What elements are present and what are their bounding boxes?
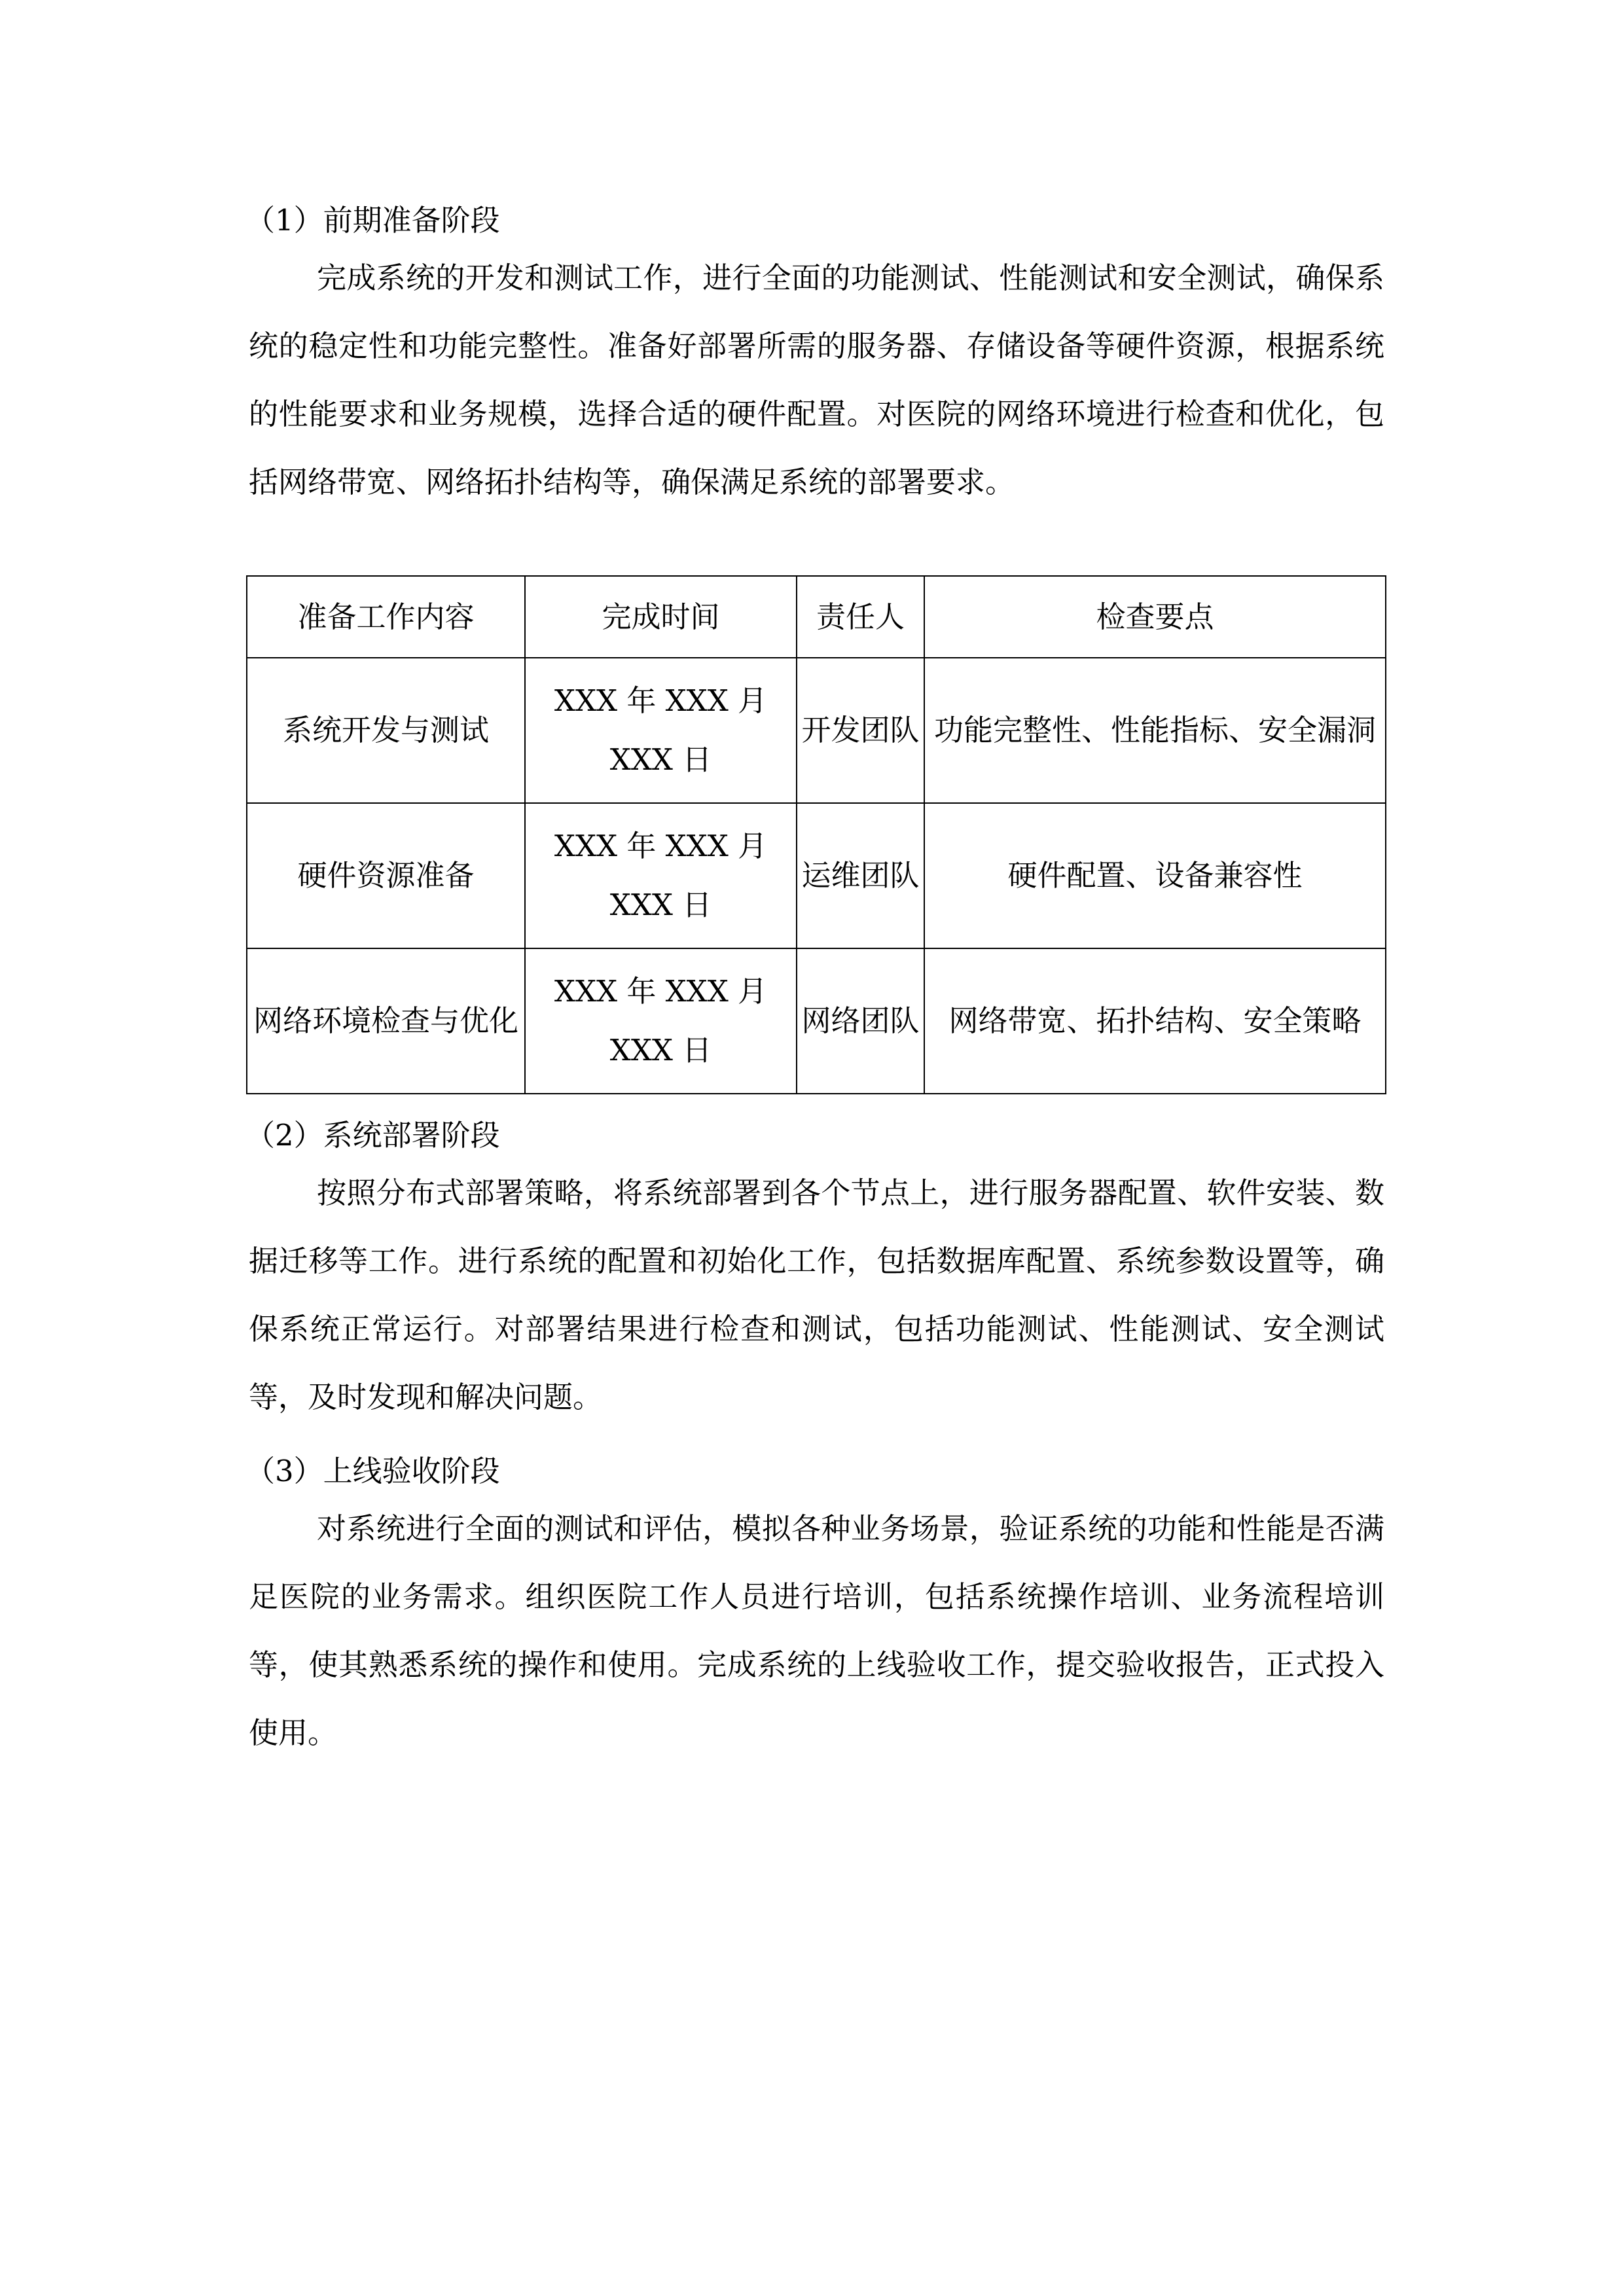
- table-cell-checkpoints: 硬件配置、设备兼容性: [924, 803, 1386, 948]
- table-cell-date: XXX 年 XXX 月 XXX 日: [525, 803, 797, 948]
- table-cell-owner: 运维团队: [797, 803, 924, 948]
- table-header-cell: 检查要点: [924, 576, 1386, 658]
- section-1-paragraph: 完成系统的开发和测试工作，进行全面的功能测试、性能测试和安全测试，确保系统的稳定性和功能完整性。准备好部署所需的服务器、存储设备等硬件资源，根据系统的性能要求和业务规模，选择合适的硬件配置。对医院的网络环境进行检查和优化，包括网络带宽、网络拓扑结构等，确保满足系统的部署要求。: [249, 260, 1384, 499]
- table-cell-task: 硬件资源准备: [247, 803, 525, 948]
- table-cell-checkpoints: 网络带宽、拓扑结构、安全策略: [924, 948, 1386, 1094]
- table-header-cell: 准备工作内容: [247, 576, 525, 658]
- table-header-cell: 完成时间: [525, 576, 797, 658]
- table-row: [247, 658, 1386, 803]
- table-cell-task: 网络环境检查与优化: [247, 948, 525, 1094]
- section-3-heading: （3）上线验收阶段: [245, 1454, 500, 1488]
- table-row: [247, 948, 1386, 1094]
- table-cell-owner: 网络团队: [797, 948, 924, 1094]
- preparation-table: [246, 575, 1386, 1094]
- table-cell-task: 系统开发与测试: [247, 658, 525, 803]
- table-cell-date: XXX 年 XXX 月 XXX 日: [525, 658, 797, 803]
- section-2-paragraph: 按照分布式部署策略，将系统部署到各个节点上，进行服务器配置、软件安装、数据迁移等工作。进行系统的配置和初始化工作，包括数据库配置、系统参数设置等，确保系统正常运行。对部署结果进行检查和测试，包括功能测试、性能测试、安全测试等，及时发现和解决问题。: [249, 1175, 1384, 1414]
- section-1-heading: （1）前期准备阶段: [245, 203, 500, 238]
- table-header-cell: 责任人: [797, 576, 924, 658]
- table-row: [247, 803, 1386, 948]
- section-3-paragraph: 对系统进行全面的测试和评估，模拟各种业务场景，验证系统的功能和性能是否满足医院的业务需求。组织医院工作人员进行培训，包括系统操作培训、业务流程培训等，使其熟悉系统的操作和使用。完成系统的上线验收工作，提交验收报告，正式投入使用。: [249, 1511, 1384, 1750]
- table-cell-date: XXX 年 XXX 月 XXX 日: [525, 948, 797, 1094]
- table-header-row: [247, 576, 1386, 658]
- table-cell-owner: 开发团队: [797, 658, 924, 803]
- table-cell-checkpoints: 功能完整性、性能指标、安全漏洞: [924, 658, 1386, 803]
- section-2-heading: （2）系统部署阶段: [245, 1118, 500, 1153]
